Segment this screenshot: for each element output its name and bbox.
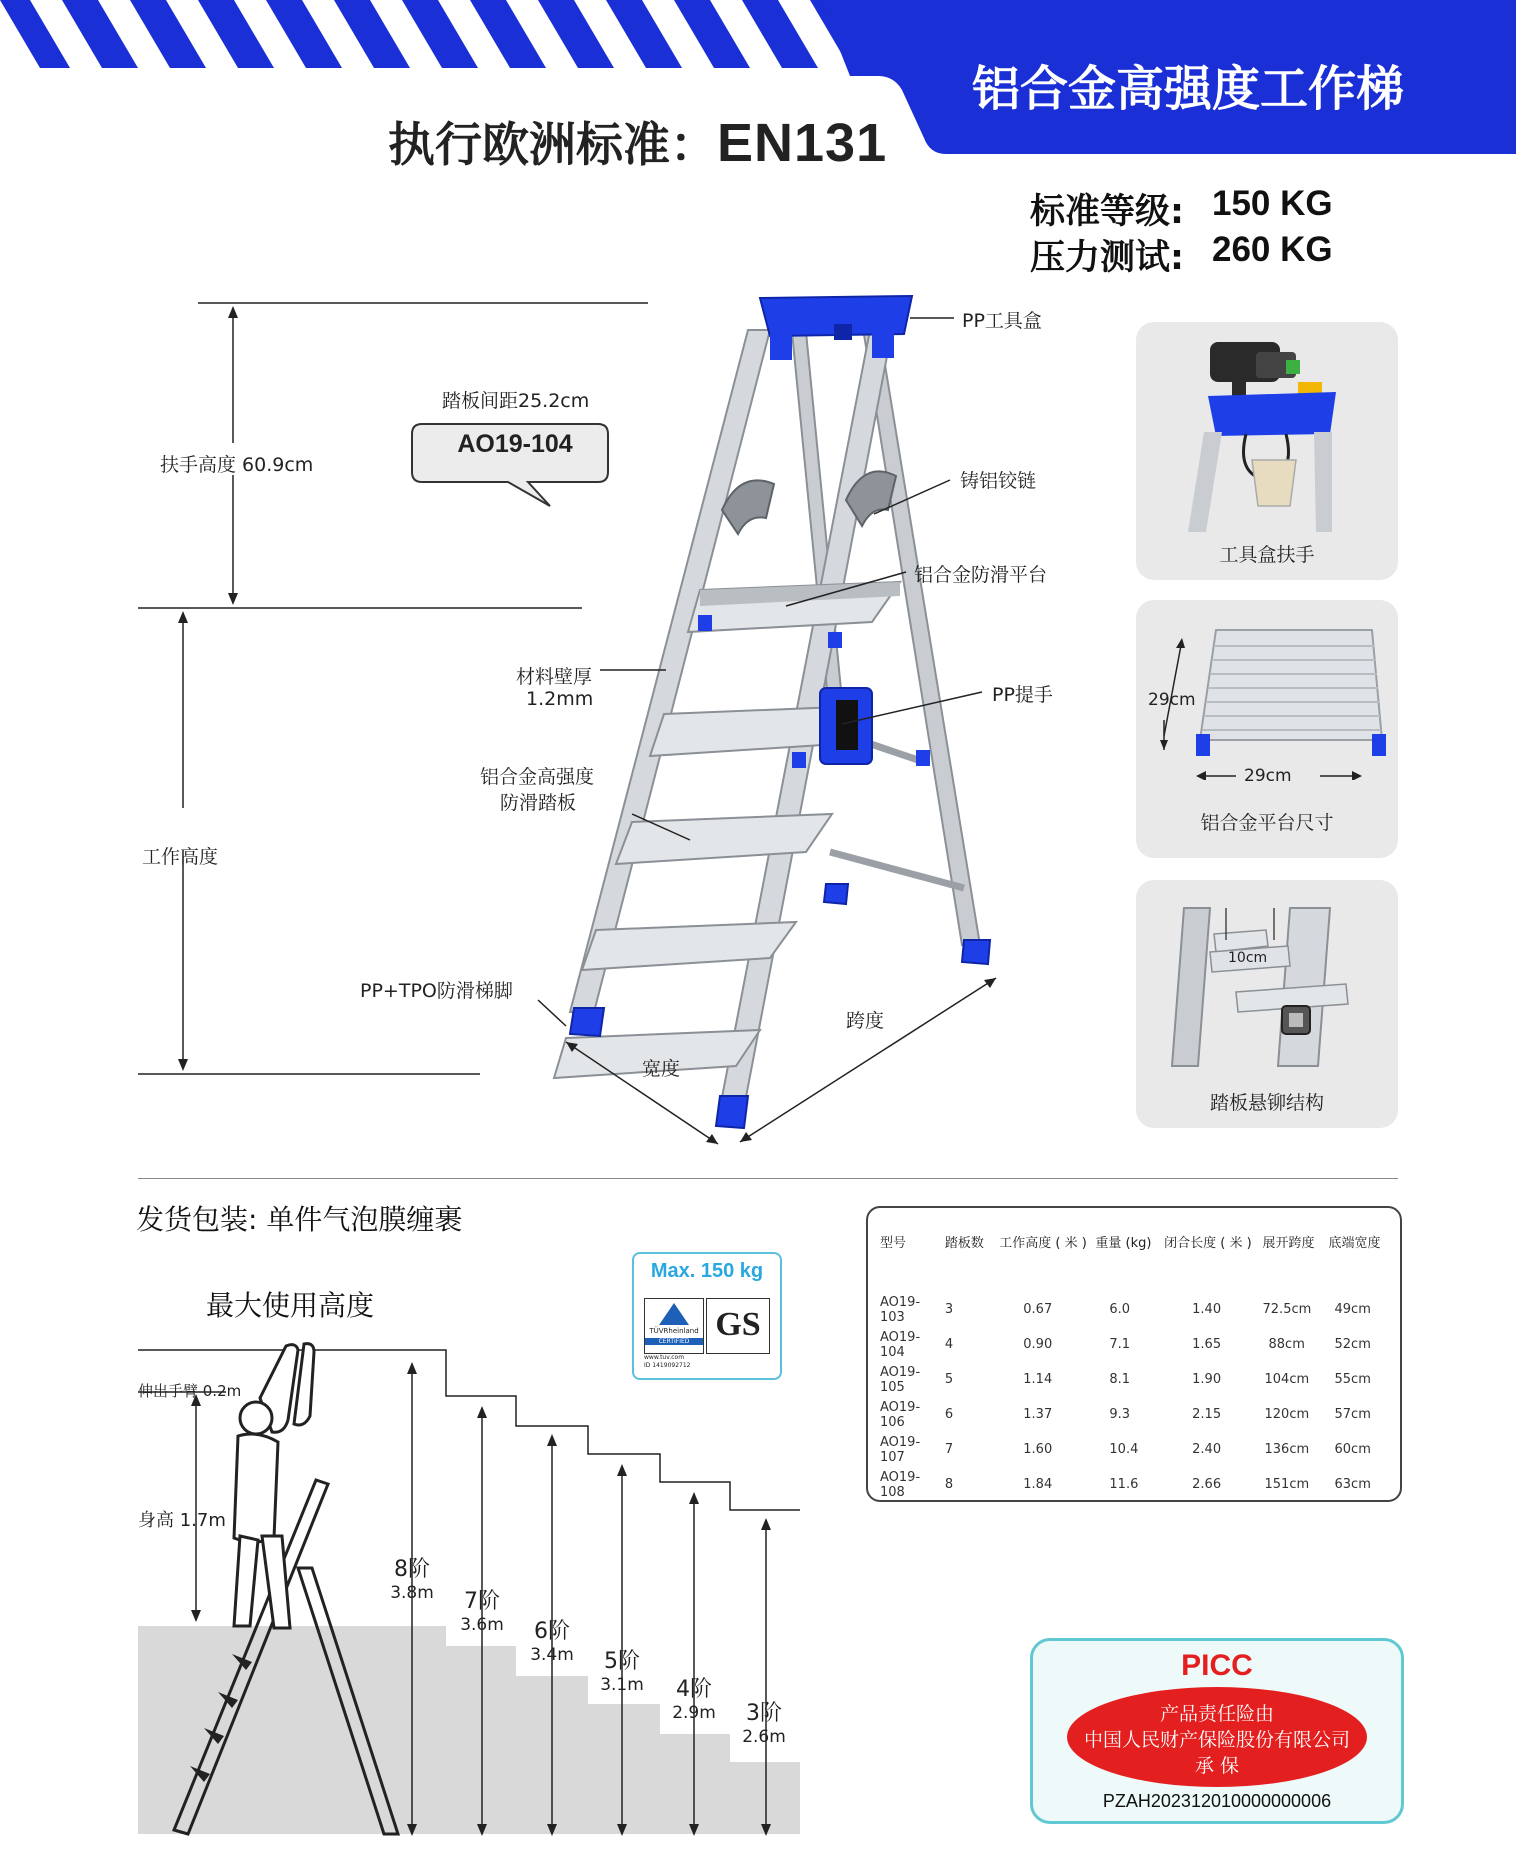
product-title: 铝合金高强度工作梯 (972, 61, 1405, 117)
col-base-width: 底端宽度 (1328, 1236, 1381, 1251)
spec-table (866, 1206, 1402, 1502)
table-row (878, 1397, 1390, 1432)
cell: 1.65 (1192, 1337, 1222, 1352)
cell: 7 (944, 1442, 954, 1457)
wall-thickness-label: 材料壁厚 (516, 666, 593, 688)
tuv-name: TÜVRheinland (649, 1327, 699, 1335)
picc-logo: PICC (1181, 1649, 1253, 1682)
cell: 63cm (1334, 1477, 1371, 1492)
shipping-info: 发货包装: 单件气泡膜缠裹 (136, 1203, 463, 1236)
step-label-2: 防滑踏板 (500, 792, 577, 814)
stair-4 (664, 1672, 724, 1723)
cell: 55cm (1334, 1372, 1371, 1387)
picc-line-2: 中国人民财产保险股份有限公司 (1083, 1729, 1350, 1751)
cell: 60cm (1334, 1442, 1371, 1457)
cell: 1.90 (1192, 1372, 1222, 1387)
cell: AO19-104 (880, 1329, 921, 1360)
cell: 9.3 (1109, 1407, 1131, 1422)
cell: 6 (944, 1407, 954, 1422)
pressure-label: 压力测试: (1030, 238, 1184, 278)
stair-8 (382, 1552, 442, 1603)
cell: 2.66 (1192, 1477, 1222, 1492)
section-divider (138, 1178, 1398, 1179)
pp-toolbox-shape (760, 296, 912, 360)
rivet-photo (1136, 880, 1398, 1080)
cell: 1.37 (1023, 1407, 1053, 1422)
stair-4-steps: 4阶 (676, 1677, 712, 1702)
cell: 6.0 (1109, 1302, 1131, 1317)
tuv-id: ID 1419092712 (644, 1362, 691, 1369)
picc-policy-number: PZAH202312010000000006 (1102, 1791, 1332, 1811)
stair-6-height: 3.4m (530, 1645, 574, 1665)
pp-toolbox-label: PP工具盒 (962, 310, 1042, 332)
pp-handle-label: PP提手 (992, 684, 1053, 706)
stair-4-height: 2.9m (672, 1703, 716, 1723)
stair-8-steps: 8阶 (394, 1557, 430, 1582)
toolbox-photo (1136, 322, 1398, 532)
cell: AO19-108 (880, 1469, 921, 1500)
col-closed-length: 闭合长度 ( 米 ) (1164, 1236, 1252, 1251)
cell: 49cm (1334, 1302, 1371, 1317)
cell: AO19-106 (880, 1399, 921, 1430)
width-label: 宽度 (642, 1058, 681, 1080)
person-silhouette (234, 1344, 314, 1628)
tuv-certification-badge (632, 1252, 782, 1380)
stair-7-height: 3.6m (460, 1615, 504, 1635)
cell: 151cm (1264, 1477, 1310, 1492)
step-spacing-label: 踏板间距25.2cm (442, 390, 590, 412)
col-weight: 重量 (kg) (1095, 1236, 1152, 1251)
cell: AO19-103 (880, 1294, 921, 1325)
feet-label: PP+TPO防滑梯脚 (360, 980, 513, 1002)
gs-mark: GS (715, 1306, 761, 1343)
cell: 10.4 (1109, 1442, 1139, 1457)
platform-label: 铝合金防滑平台 (914, 564, 1048, 586)
stair-3-steps: 3阶 (746, 1701, 782, 1726)
tuv-url: www.tuv.com (644, 1354, 685, 1361)
pp-handle-shape (820, 688, 872, 764)
stair-8-height: 3.8m (390, 1583, 434, 1603)
cell: 104cm (1264, 1372, 1310, 1387)
table-row (878, 1432, 1390, 1467)
platform-height-dim: 29cm (1148, 690, 1196, 710)
toolbox-handle-label: 工具盒扶手 (1219, 544, 1315, 566)
model-badge: AO19-104 (457, 430, 573, 458)
table-row (878, 1327, 1390, 1362)
cell: 0.90 (1023, 1337, 1053, 1352)
rating-value: 150 KG (1212, 184, 1333, 223)
rivet-depth-dim: 10cm (1228, 950, 1268, 966)
cell: 136cm (1264, 1442, 1310, 1457)
table-row (878, 1362, 1390, 1397)
max-height-title: 最大使用高度 (206, 1289, 375, 1322)
stair-7-steps: 7阶 (464, 1589, 500, 1614)
ladder-steps (554, 582, 900, 1078)
standard-label: 执行欧洲标准： (388, 118, 717, 173)
table-row (878, 1467, 1390, 1502)
span-label: 跨度 (846, 1010, 885, 1032)
gs-logo (706, 1298, 770, 1354)
pressure-value: 260 KG (1212, 230, 1333, 269)
body-height-label: 身高 1.7m (138, 1510, 226, 1531)
step-label-1: 铝合金高强度 (480, 766, 595, 788)
cell: 1.40 (1192, 1302, 1222, 1317)
stair-6-steps: 6阶 (534, 1619, 570, 1644)
cell: AO19-105 (880, 1364, 921, 1395)
working-height-label: 工作高度 (142, 846, 219, 868)
cell: AO19-107 (880, 1434, 921, 1465)
stair-3 (734, 1696, 794, 1747)
col-working-height: 工作高度 ( 米 ) (999, 1236, 1087, 1251)
cell: 3 (944, 1302, 954, 1317)
standard-code: EN131 (717, 113, 888, 173)
cell: 1.84 (1023, 1477, 1053, 1492)
cell: 11.6 (1109, 1477, 1139, 1492)
rivet-structure-label: 踏板悬铆结构 (1209, 1092, 1324, 1114)
table-header-row (878, 1224, 1390, 1292)
picc-insurance-badge (1030, 1638, 1404, 1824)
stair-5-height: 3.1m (600, 1675, 644, 1695)
platform-size-panel (1136, 600, 1398, 858)
cell: 8.1 (1109, 1372, 1131, 1387)
cell: 1.60 (1023, 1442, 1053, 1457)
stair-5 (592, 1644, 652, 1695)
col-model: 型号 (880, 1236, 907, 1251)
stair-3-height: 2.6m (742, 1727, 786, 1747)
col-steps: 踏板数 (944, 1236, 984, 1251)
cell: 0.67 (1023, 1302, 1053, 1317)
rating-label: 标准等级: (1030, 192, 1184, 232)
platform-size-label: 铝合金平台尺寸 (1200, 812, 1334, 834)
stair-6 (522, 1614, 582, 1665)
handrail-height-label: 扶手高度 60.9cm (160, 454, 314, 476)
col-span: 展开跨度 (1262, 1236, 1315, 1251)
tuv-triangle-icon (645, 1299, 703, 1329)
rivet-structure-panel (1136, 880, 1398, 1128)
cell: 5 (944, 1372, 954, 1387)
cell: 120cm (1264, 1407, 1310, 1422)
stair-5-steps: 5阶 (604, 1649, 640, 1674)
tuv-certified: CERTIFIED (645, 1338, 703, 1345)
toolbox-handle-panel (1136, 322, 1398, 580)
tuv-logo (644, 1298, 704, 1354)
stair-7 (452, 1584, 512, 1635)
wall-thickness-value: 1.2mm (526, 688, 594, 710)
picc-line-1: 产品责任险由 (1159, 1703, 1274, 1725)
max-load-label: Max. 150 kg (650, 1260, 764, 1282)
arm-reach-label: 伸出手臂 0.2m (138, 1382, 242, 1400)
cell: 2.40 (1192, 1442, 1222, 1457)
cell: 7.1 (1109, 1337, 1131, 1352)
cell: 4 (944, 1337, 954, 1352)
cast-hinge-label: 铸铝铰链 (960, 470, 1037, 492)
cell: 8 (944, 1477, 954, 1492)
table-row (878, 1292, 1390, 1327)
cell: 72.5cm (1262, 1302, 1312, 1317)
cell: 88cm (1268, 1337, 1305, 1352)
spec-table-grid (878, 1224, 1390, 1502)
cell: 57cm (1334, 1407, 1371, 1422)
cell: 52cm (1334, 1337, 1371, 1352)
picc-line-3: 承 保 (1194, 1755, 1240, 1777)
cell: 1.14 (1023, 1372, 1053, 1387)
platform-width-dim: 29cm (1244, 766, 1292, 786)
cell: 2.15 (1192, 1407, 1222, 1422)
